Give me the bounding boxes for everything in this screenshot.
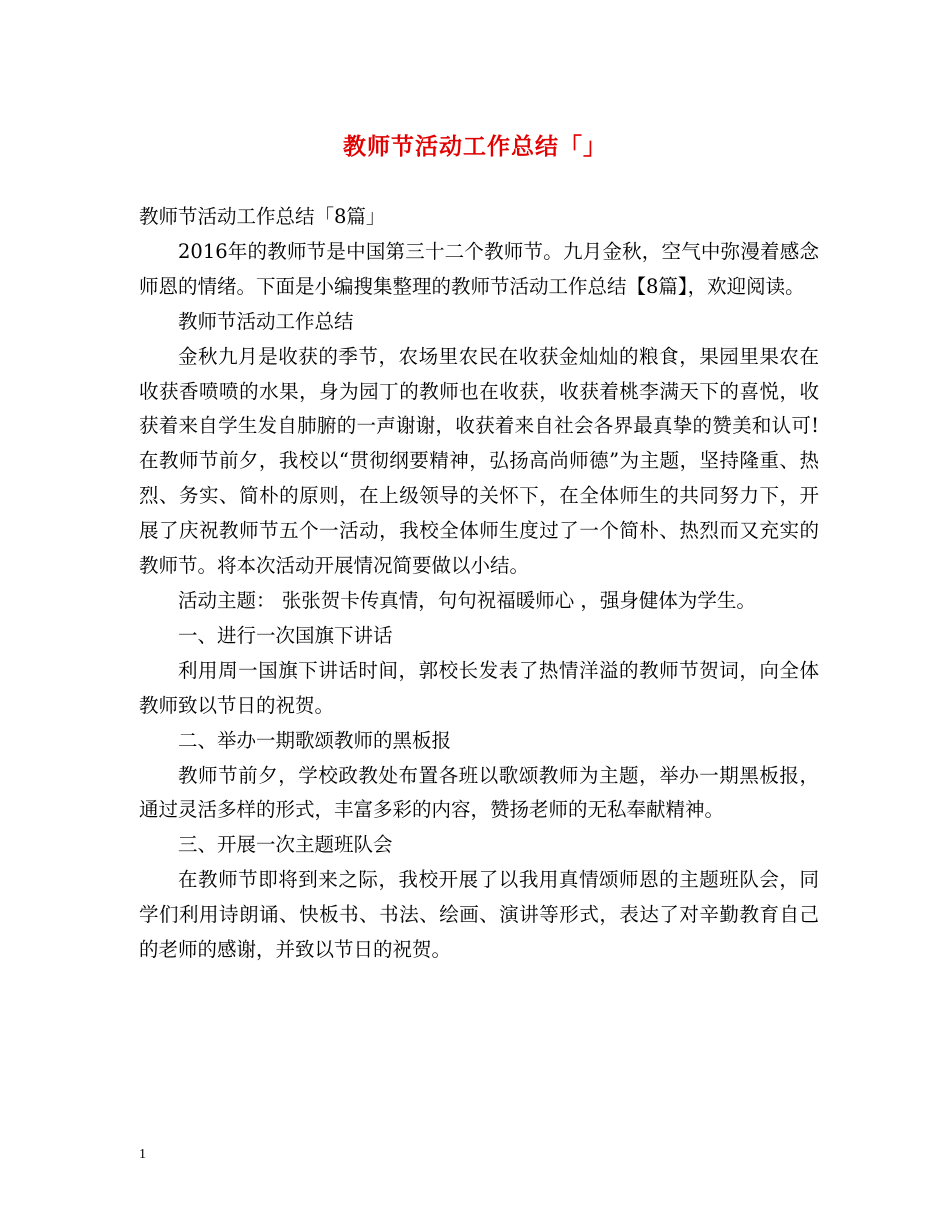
section-heading-3: 三、开展一次主题班队会: [178, 833, 393, 857]
section-heading: 教师节活动工作总结: [178, 309, 354, 333]
document-subtitle: 教师节活动工作总结「8篇」: [139, 205, 386, 228]
paragraph-body: 金秋九月是收获的季节，农场里农民在收获金灿灿的粮食，果园里果农在收获香喷喷的水果，身为园丁的教师也在收获，收获着桃李满天下的喜悦，收获着来自学生发自肺腑的一声谢谢，收获着来自社会各界最真挚的赞美和认可!在教师节前夕，我校以“贯彻纲要精神，弘扬高尚师德”为主题，坚持隆重、热烈、务实、简朴的原则，在上级领导的关怀下，在全体师生的共同努力下，开展了庆祝教师节五个一活动，我校全体师生度过了一个简朴、热烈而又充实的教师节。将本次活动开展情况简要做以小结。: [139, 344, 819, 578]
paragraph-intro: 2016年的教师节是中国第三十二个教师节。九月金秋，空气中弥漫着感念师恩的情绪。下面是小编搜集整理的教师节活动工作总结【8篇】，欢迎阅读。: [139, 239, 819, 298]
page-number: 1: [139, 1147, 146, 1162]
paragraph-theme: 活动主题： 张张贺卡传真情，句句祝福暖师心 ，强身健体为学生。: [178, 588, 756, 612]
page-title: 教师节活动工作总结「」: [343, 133, 607, 160]
section-heading-2: 二、举办一期歌颂教师的黑板报: [178, 728, 452, 752]
document-body: [139, 200, 819, 968]
paragraph-section-1: 利用周一国旗下讲话时间，郭校长发表了热情洋溢的教师节贺词，向全体教师致以节日的祝贺。: [139, 658, 819, 717]
paragraph-section-2: 教师节前夕，学校政教处布置各班以歌颂教师为主题，举办一期黑板报，通过灵活多样的形式，丰富多彩的内容，赞扬老师的无私奉献精神。: [139, 763, 819, 822]
paragraph-section-3: 在教师节即将到来之际，我校开展了以我用真情颂师恩的主题班队会，同学们利用诗朗诵、快板书、书法、绘画、演讲等形式，表达了对辛勤教育自己的老师的感谢，并致以节日的祝贺。: [139, 868, 819, 962]
section-heading-1: 一、进行一次国旗下讲话: [178, 623, 393, 647]
